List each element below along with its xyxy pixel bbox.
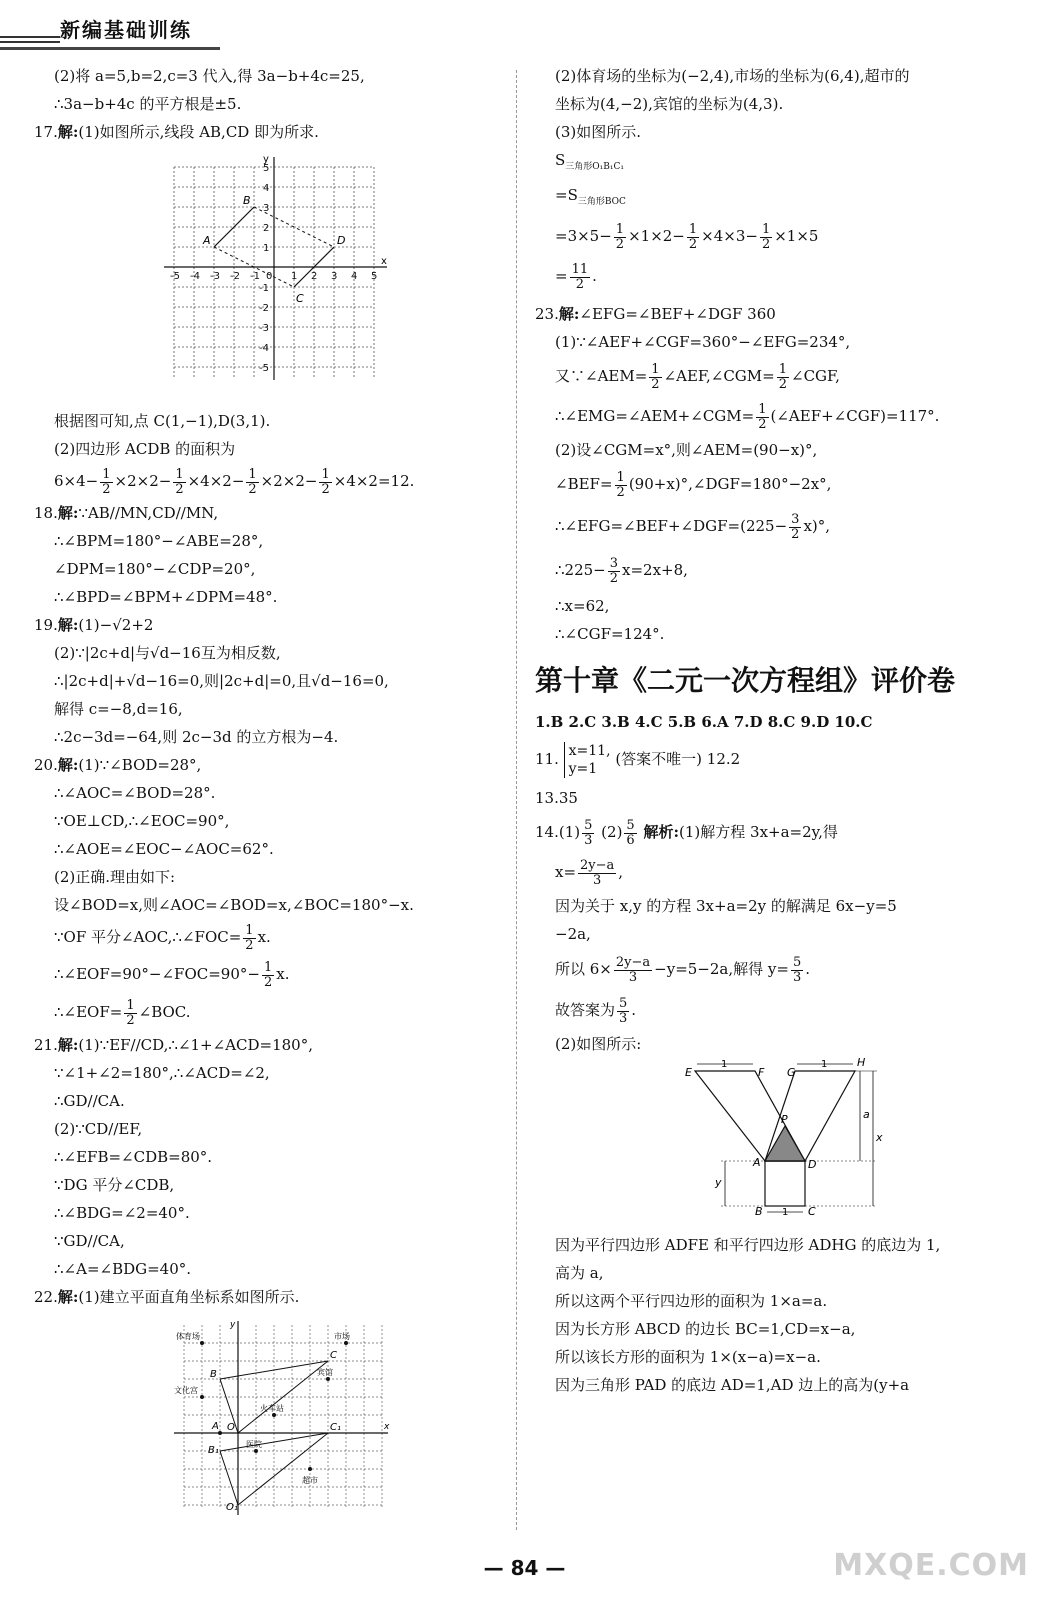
svg-text:超市: 超市 bbox=[302, 1476, 318, 1485]
svg-text:-5: -5 bbox=[259, 363, 269, 374]
svg-text:C: C bbox=[330, 1350, 337, 1361]
svg-text:-2: -2 bbox=[259, 303, 269, 314]
svg-text:4: 4 bbox=[351, 271, 358, 282]
svg-text:H: H bbox=[857, 1056, 866, 1069]
figure-17-grid bbox=[159, 152, 504, 401]
svg-text:-1: -1 bbox=[250, 271, 260, 282]
text-line: (3)如图所示. bbox=[555, 123, 642, 141]
text-line: ∴GD//CA. bbox=[54, 1092, 125, 1110]
svg-text:y: y bbox=[715, 1176, 722, 1189]
text-line: (2)∵CD//EF, bbox=[54, 1120, 143, 1138]
problem-21: 21.解:(1)∵EF//CD,∴∠1+∠ACD=180°, bbox=[34, 1036, 313, 1054]
text-line: 高为 a, bbox=[555, 1264, 604, 1282]
text-line: (2)四边形 ACDB 的面积为 bbox=[54, 440, 236, 458]
text-line: ∴∠CGF=124°. bbox=[555, 625, 665, 643]
problem-20: 20.解:(1)∵∠BOD=28°, bbox=[34, 756, 202, 774]
text-line: ∠BEF= $\frac{1}{2}$ (90+x)°,∠DGF=180°−2x°, bbox=[555, 469, 832, 500]
svg-text:2: 2 bbox=[311, 271, 318, 282]
svg-text:D: D bbox=[808, 1158, 817, 1171]
text-line: 坐标为(4,−2),宾馆的坐标为(4,3). bbox=[555, 95, 784, 113]
text-line: ∴∠EFG=∠BEF+∠DGF=(225− $\frac{3}{2}$ x)°, bbox=[555, 511, 831, 542]
text-line: (1)∵∠AEF+∠CGF=360°−∠EFG=234°, bbox=[555, 333, 851, 351]
text-line: (2)设∠CGM=x°,则∠AEM=(90−x)°, bbox=[555, 441, 818, 459]
text-line: ∴|2c+d|+√d−16=0,则|2c+d|=0,且√d−16=0, bbox=[54, 672, 389, 690]
area-line: =3×5− $\frac{1}{2}$ ×1×2− $\frac{1}{2}$ ×4×3− $\frac{1}{2}$ ×1×5 bbox=[555, 221, 819, 252]
problem-23: 23.解:∠EFG=∠BEF+∠DGF 360 bbox=[535, 305, 776, 323]
text-line: 因为三角形 PAD 的底边 AD=1,AD 边上的高为(y+a bbox=[555, 1376, 910, 1394]
text-line: ∴∠EFB=∠CDB=80°. bbox=[54, 1148, 213, 1166]
svg-text:A: A bbox=[753, 1156, 761, 1169]
page-number: — 84 — bbox=[483, 1556, 566, 1580]
svg-text:4: 4 bbox=[263, 183, 270, 194]
text-line: ∴∠EOF= $\frac{1}{2}$ ∠BOC. bbox=[54, 997, 191, 1028]
answer-11: 11. x=11, y=1 (答案不唯一) 12.2 bbox=[535, 743, 741, 777]
svg-text:A: A bbox=[212, 1421, 219, 1432]
text-line: ∵GD//CA, bbox=[54, 1232, 125, 1250]
text-line: (2)正确.理由如下: bbox=[54, 868, 176, 886]
text-line: ∠DPM=180°−∠CDP=20°, bbox=[54, 560, 256, 578]
svg-text:B₁: B₁ bbox=[208, 1445, 219, 1456]
svg-text:y: y bbox=[263, 154, 269, 165]
area-line: $=S_{三角形BOC}$ bbox=[555, 186, 626, 207]
text-line: (2)将 a=5,b=2,c=3 代入,得 3a−b+4c=25, bbox=[54, 67, 365, 85]
svg-text:宾馆: 宾馆 bbox=[317, 1368, 333, 1377]
text-line: 解得 c=−8,d=16, bbox=[54, 700, 183, 718]
svg-text:D: D bbox=[337, 234, 346, 247]
svg-text:x: x bbox=[876, 1131, 883, 1144]
y-shape-diagram bbox=[685, 1056, 885, 1216]
text-line: (2)体育场的坐标为(−2,4),市场的坐标为(6,4),超市的 bbox=[555, 67, 910, 85]
watermark-logo: MXQE.COM bbox=[833, 1548, 1029, 1583]
text-line: ∵DG 平分∠CDB, bbox=[54, 1176, 175, 1194]
column-divider bbox=[516, 70, 517, 1530]
svg-text:B: B bbox=[210, 1369, 217, 1380]
svg-text:-1: -1 bbox=[259, 283, 269, 294]
text-line: 根据图可知,点 C(1,−1),D(3,1). bbox=[54, 412, 271, 430]
svg-text:1: 1 bbox=[821, 1059, 828, 1070]
text-line: ∴2c−3d=−64,则 2c−3d 的立方根为−4. bbox=[54, 728, 339, 746]
svg-text:1: 1 bbox=[263, 243, 270, 254]
text-line: ∴225− $\frac{3}{2}$ x=2x+8, bbox=[555, 555, 688, 586]
svg-text:3: 3 bbox=[331, 271, 338, 282]
svg-text:2: 2 bbox=[263, 223, 270, 234]
text-line: x= $\frac{2y-a}{3}$ , bbox=[555, 857, 624, 888]
text-line: ∴∠EOF=90°−∠FOC=90°− $\frac{1}{2}$ x. bbox=[54, 959, 290, 990]
text-line: 所以该长方形的面积为 1×(x−a)=x−a. bbox=[555, 1348, 821, 1366]
text-line: 又∵∠AEM= $\frac{1}{2}$ ∠AEF,∠CGM= $\frac{1}{2}$ ∠CGF, bbox=[555, 361, 840, 392]
svg-text:O₁: O₁ bbox=[226, 1502, 238, 1513]
text-line: 因为关于 x,y 的方程 3x+a=2y 的解满足 6x−y=5 bbox=[555, 897, 897, 915]
svg-text:C₁: C₁ bbox=[330, 1422, 341, 1433]
text-line: 故答案为 $\frac{5}{3}$ . bbox=[555, 995, 637, 1026]
text-line: 所以 6× $\frac{2y-a}{3}$ −y=5−2a,解得 y= $\frac{5}{3}$ . bbox=[555, 954, 811, 985]
svg-text:5: 5 bbox=[371, 271, 378, 282]
svg-text:-4: -4 bbox=[259, 343, 269, 354]
text-line: ∴∠AOE=∠EOC−∠AOC=62°. bbox=[54, 840, 274, 858]
svg-text:B: B bbox=[755, 1205, 763, 1216]
header-decoration bbox=[0, 36, 60, 46]
svg-text:1: 1 bbox=[782, 1207, 789, 1216]
svg-text:G: G bbox=[787, 1066, 796, 1079]
figure-22-map bbox=[174, 1317, 504, 1526]
text-line: ∵OE⊥CD,∴∠EOC=90°, bbox=[54, 812, 230, 830]
svg-text:E: E bbox=[685, 1066, 692, 1079]
text-line: 因为平行四边形 ADFE 和平行四边形 ADHG 的底边为 1, bbox=[555, 1236, 941, 1254]
chapter-title: 第十章《二元一次方程组》评价卷 bbox=[535, 664, 956, 697]
answers-1-10: 1.B 2.C 3.B 4.C 5.B 6.A 7.D 8.C 9.D 10.C bbox=[535, 713, 873, 731]
svg-text:5: 5 bbox=[263, 163, 270, 174]
svg-text:1: 1 bbox=[721, 1059, 728, 1070]
text-line: 所以这两个平行四边形的面积为 1×a=a. bbox=[555, 1292, 828, 1310]
header-rule bbox=[0, 47, 220, 50]
svg-text:1: 1 bbox=[291, 271, 298, 282]
text-line: ∵∠1+∠2=180°,∴∠ACD=∠2, bbox=[54, 1064, 270, 1082]
svg-text:-2: -2 bbox=[230, 271, 240, 282]
text-line: −2a, bbox=[555, 925, 591, 943]
svg-text:-3: -3 bbox=[259, 323, 269, 334]
svg-text:0: 0 bbox=[266, 271, 273, 282]
coordinate-map-22 bbox=[174, 1317, 394, 1517]
text-line: ∴∠AOC=∠BOD=28°. bbox=[54, 784, 216, 802]
svg-text:O: O bbox=[227, 1422, 235, 1433]
svg-text:B: B bbox=[243, 194, 251, 207]
svg-text:体育场: 体育场 bbox=[176, 1332, 200, 1341]
svg-text:C: C bbox=[808, 1205, 816, 1216]
figure-14-shape bbox=[685, 1056, 1015, 1225]
text-line: ∴∠EMG=∠AEM+∠CGM= $\frac{1}{2}$ (∠AEF+∠CGF)=117°. bbox=[555, 401, 940, 432]
text-line: ∴∠BDG=∠2=40°. bbox=[54, 1204, 190, 1222]
area-expression: 6×4− $\frac{1}{2}$ ×2×2− $\frac{1}{2}$ ×4×2− $\frac{1}{2}$ ×2×2− $\frac{1}{2}$ ×4×2=12. bbox=[54, 466, 415, 497]
svg-text:医院: 医院 bbox=[246, 1440, 262, 1449]
svg-text:市场: 市场 bbox=[334, 1332, 350, 1341]
page-header bbox=[0, 0, 1049, 50]
svg-text:a: a bbox=[863, 1108, 870, 1121]
text-line: ∴∠A=∠BDG=40°. bbox=[54, 1260, 192, 1278]
text-line: ∴x=62, bbox=[555, 597, 610, 615]
text-line: 设∠BOD=x,则∠AOC=∠BOD=x,∠BOC=180°−x. bbox=[54, 896, 414, 914]
text-line: ∴∠BPD=∠BPM+∠DPM=48°. bbox=[54, 588, 278, 606]
svg-text:C: C bbox=[296, 292, 304, 305]
answer-14: 14.(1) $\frac{5}{3}$ (2) $\frac{5}{6}$ 解析:(1)解方程 3x+a=2y,得 bbox=[535, 817, 838, 848]
svg-text:火车站: 火车站 bbox=[260, 1404, 284, 1413]
svg-text:y: y bbox=[230, 1320, 236, 1330]
svg-text:3: 3 bbox=[263, 203, 270, 214]
coordinate-grid-17 bbox=[159, 152, 399, 392]
text-line: (2)∵|2c+d|与√d−16互为相反数, bbox=[54, 644, 281, 662]
answer-13: 13.35 bbox=[535, 789, 578, 807]
svg-text:文化宫: 文化宫 bbox=[174, 1386, 198, 1395]
text-line: 因为长方形 ABCD 的边长 BC=1,CD=x−a, bbox=[555, 1320, 856, 1338]
right-column bbox=[535, 62, 1015, 1399]
header-title: 新编基础训练 bbox=[60, 18, 192, 42]
svg-text:-5: -5 bbox=[170, 271, 180, 282]
svg-text:-4: -4 bbox=[190, 271, 200, 282]
area-line: = $\frac{11}{2}$ . bbox=[555, 261, 597, 292]
svg-text:-3: -3 bbox=[210, 271, 220, 282]
left-column bbox=[34, 62, 504, 1532]
problem-18: 18.解:∵AB//MN,CD//MN, bbox=[34, 504, 219, 522]
problem-17: 17.解:(1)如图所示,线段 AB,CD 即为所求. bbox=[34, 123, 319, 141]
text-line: ∴∠BPM=180°−∠ABE=28°, bbox=[54, 532, 264, 550]
svg-text:x: x bbox=[381, 256, 387, 267]
svg-text:F: F bbox=[758, 1066, 765, 1079]
problem-22: 22.解:(1)建立平面直角坐标系如图所示. bbox=[34, 1288, 300, 1306]
text-line: ∴3a−b+4c 的平方根是±5. bbox=[54, 95, 242, 113]
text-line: (2)如图所示: bbox=[555, 1035, 642, 1053]
area-line: $S_{三角形O_1B_1C_1}$ bbox=[555, 151, 624, 172]
svg-text:x: x bbox=[384, 1422, 390, 1432]
problem-19: 19.解:(1)−√2+2 bbox=[34, 616, 154, 634]
text-line: ∵OF 平分∠AOC,∴∠FOC= $\frac{1}{2}$ x. bbox=[54, 922, 271, 953]
svg-text:P: P bbox=[781, 1113, 788, 1126]
svg-text:A: A bbox=[203, 234, 211, 247]
